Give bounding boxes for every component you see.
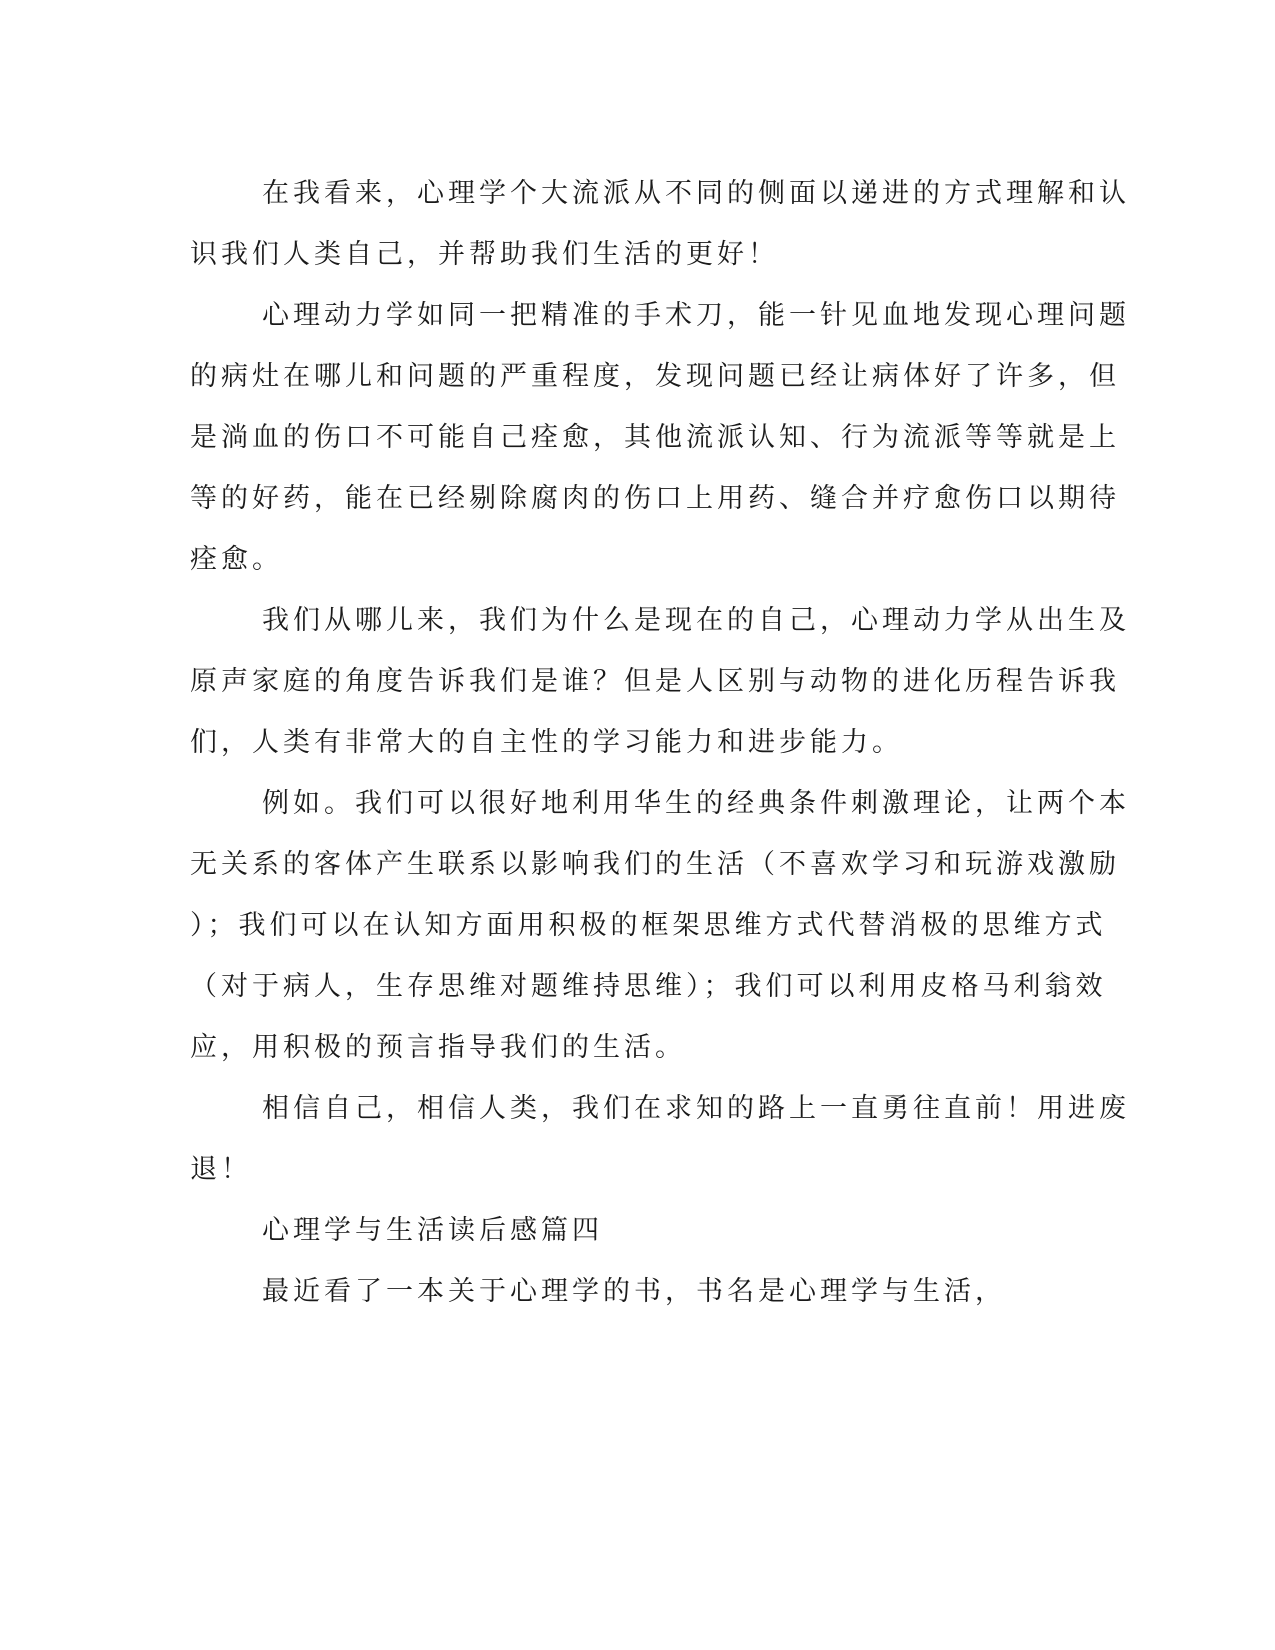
- paragraph-5: [190, 1078, 1130, 1200]
- text-line: 我们从哪儿来，我们为什么是现在的自己，心理动力学从出生及: [262, 605, 1130, 636]
- text-line: 们，人类有非常大的自主性的学习能力和进步能力。: [190, 727, 903, 758]
- text-line: 等的好药，能在已经剔除腐肉的伤口上用药、缝合并疗愈伤口以期待: [190, 483, 1120, 514]
- text-line: 是淌血的伤口不可能自己痊愈，其他流派认知、行为流派等等就是上: [190, 422, 1120, 453]
- text-line: 痊愈。: [190, 544, 283, 575]
- paragraph-3: [190, 590, 1130, 773]
- text-line: 例如。我们可以很好地利用华生的经典条件刺激理论，让两个本: [262, 788, 1130, 819]
- text-line: （对于病人，生存思维对题维持思维）；我们可以利用皮格马利翁效: [190, 971, 1107, 1002]
- heading-line: 心理学与生活读后感篇四: [262, 1215, 603, 1246]
- paragraph-1: [190, 163, 1130, 285]
- text-line: 应，用积极的预言指导我们的生活。: [190, 1032, 686, 1063]
- text-line: 心理动力学如同一把精准的手术刀，能一针见血地发现心理问题: [262, 300, 1130, 331]
- document-body: [190, 163, 1130, 1322]
- paragraph-2: [190, 285, 1130, 590]
- text-line: 识我们人类自己，并帮助我们生活的更好！: [190, 239, 779, 270]
- section-heading: [190, 1200, 1076, 1261]
- text-line: 最近看了一本关于心理学的书，书名是心理学与生活，: [262, 1276, 1006, 1307]
- text-line: 的病灶在哪儿和问题的严重程度，发现问题已经让病体好了许多，但: [190, 361, 1120, 392]
- text-line: 退！: [190, 1154, 252, 1185]
- text-line: 相信自己，相信人类，我们在求知的路上一直勇往直前！用进废: [262, 1093, 1130, 1124]
- paragraph-6: [190, 1261, 1076, 1322]
- text-line: 原声家庭的角度告诉我们是谁？但是人区别与动物的进化历程告诉我: [190, 666, 1120, 697]
- text-line: 在我看来，心理学个大流派从不同的侧面以递进的方式理解和认: [262, 178, 1130, 209]
- text-line: ）；我们可以在认知方面用积极的框架思维方式代替消极的思维方式: [190, 910, 1107, 941]
- paragraph-4: [190, 773, 1130, 1078]
- text-line: 无关系的客体产生联系以影响我们的生活（不喜欢学习和玩游戏激励: [190, 849, 1120, 880]
